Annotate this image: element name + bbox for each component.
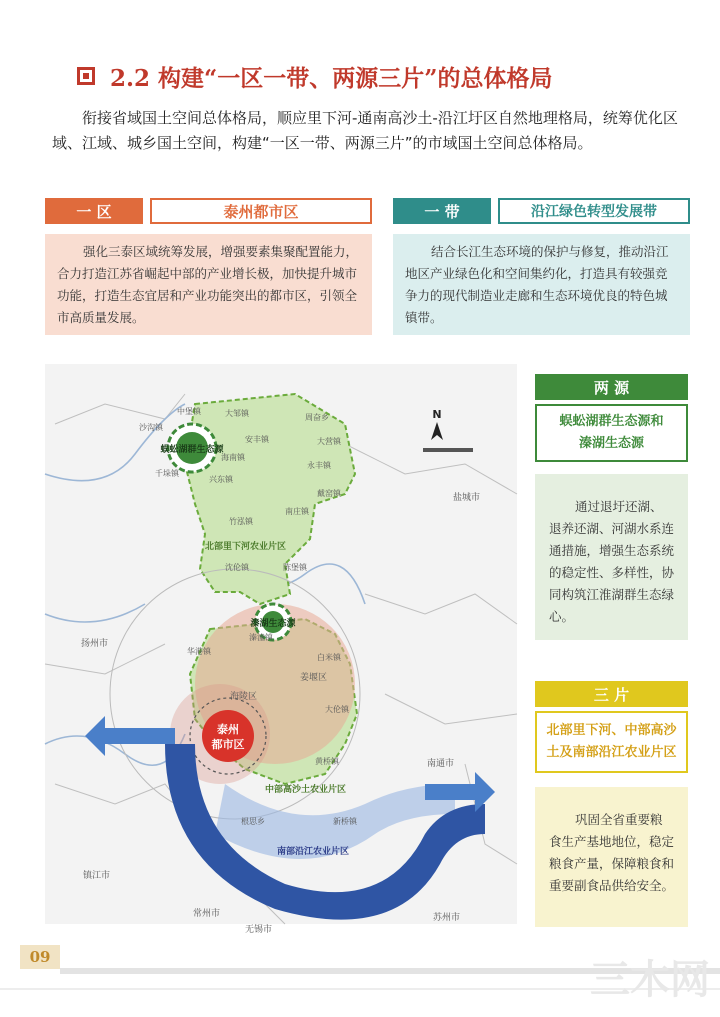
- yiqu-tag: 一 区: [45, 198, 143, 224]
- eco-source-2-label: 溱湖生态源: [250, 619, 296, 629]
- sanpian-title-line1: 北部里下河、中部高沙: [546, 723, 677, 738]
- spatial-pattern-map: [45, 364, 517, 935]
- map-city-label: 无锡市: [245, 925, 273, 935]
- yidai-tag: 一 带: [393, 198, 491, 224]
- map-town-label: 新桥镇: [333, 817, 357, 826]
- map-town-label: 陈堡镇: [283, 563, 307, 572]
- section-square-icon: [77, 67, 95, 85]
- sanpian-tag: 三 片: [535, 681, 688, 707]
- map-town-label: 溱潼镇: [249, 633, 273, 642]
- map-town-label: 沈伦镇: [225, 563, 249, 572]
- map-town-label: 海南镇: [221, 453, 245, 462]
- map-city-label: 常州市: [193, 909, 221, 919]
- map-town-label: 根思乡: [241, 817, 265, 826]
- liangyuan-tag: 两 源: [535, 374, 688, 400]
- yidai-title: 沿江绿色转型发展带: [498, 198, 690, 224]
- zone-south-label: 南部沿江农业片区: [277, 847, 350, 857]
- yidai-description: 结合长江生态环境的保护与修复，推动沿江地区产业绿色化和空间集约化，打造具有较强竞争力的现代制造业走廊和生态环境优良的特色城镇带。: [393, 234, 690, 335]
- liangyuan-title-line2: 溱湖生态源: [578, 436, 644, 451]
- map-town-label: 南庄镇: [285, 507, 309, 516]
- map-city-label: 扬州市: [81, 639, 109, 649]
- map-town-label: 永丰镇: [307, 461, 331, 470]
- map-city-label: 镇江市: [83, 871, 111, 881]
- map-town-label: 戴窑镇: [317, 489, 341, 498]
- map-town-label: 安丰镇: [245, 435, 269, 444]
- page-title: 2.2 构建“一区一带、两源三片”的总体格局: [110, 65, 553, 92]
- map-town-label: 兴东镇: [209, 475, 233, 484]
- map-district-label: 姜堰区: [300, 673, 328, 683]
- map-city-label: 南通市: [427, 759, 455, 769]
- map-center-label-2: 都市区: [211, 738, 245, 751]
- map-town-label: 大伦镇: [325, 705, 349, 714]
- map-town-label: 华港镇: [187, 647, 211, 656]
- liangyuan-description: 通过退圩还湖、退养还湖、河湖水系连通措施，增强生态系统的稳定性、多样性，协同构筑江淮湖群生态绿心。: [535, 474, 688, 640]
- map-city-label: 苏州市: [433, 913, 461, 923]
- sanpian-title: [535, 711, 688, 773]
- map-town-label: 白米镇: [317, 653, 341, 662]
- map-town-label: 千垛镇: [155, 469, 179, 478]
- map-town-label: 周奋乡: [305, 413, 329, 422]
- intro-paragraph: 衔接省域国土空间总体格局，顺应里下河-通南高沙土-沿江圩区自然地理格局，统筹优化区域、江域、城乡国土空间，构建“一区一带、两源三片”的市域国土空间总体格局。: [52, 109, 678, 152]
- zone-north-label: 北部里下河农业片区: [205, 542, 287, 552]
- zone-middle-label: 中部高沙土农业片区: [265, 785, 347, 795]
- yiqu-title: 泰州都市区: [150, 198, 372, 224]
- map-town-label: 大邹镇: [225, 409, 249, 418]
- page-number: 09: [20, 945, 60, 969]
- map-district-label: 海陵区: [230, 692, 258, 702]
- yiqu-description: 强化三泰区域统筹发展，增强要素集聚配置能力，合力打造江苏省崛起中部的产业增长极，加快提升城市功能，打造生态宜居和产业功能突出的都市区，引领全市高质量发展。: [45, 234, 372, 335]
- liangyuan-title: [535, 404, 688, 462]
- watermark: 三木网: [590, 957, 710, 1003]
- map-town-label: 竹泓镇: [229, 517, 253, 526]
- sanpian-title-line2: 土及南部沿江农业片区: [546, 745, 677, 760]
- north-arrow: N: [432, 408, 442, 421]
- map-city-label: 盐城市: [453, 493, 481, 503]
- map-center-label-1: 泰州: [217, 723, 239, 736]
- map-town-label: 大营镇: [317, 437, 341, 446]
- sanpian-description: 巩固全省重要粮食生产基地地位，稳定粮食产量，保障粮食和重要副食品供给安全。: [535, 787, 688, 927]
- eco-source-1-label: 蜈蚣湖群生态源: [160, 445, 224, 455]
- map-town-label: 中堡镇: [177, 407, 201, 416]
- map-town-label: 沙沟镇: [139, 423, 163, 432]
- liangyuan-title-line1: 蜈蚣湖群生态源和: [559, 414, 664, 429]
- map-town-label: 黄桥镇: [315, 757, 339, 766]
